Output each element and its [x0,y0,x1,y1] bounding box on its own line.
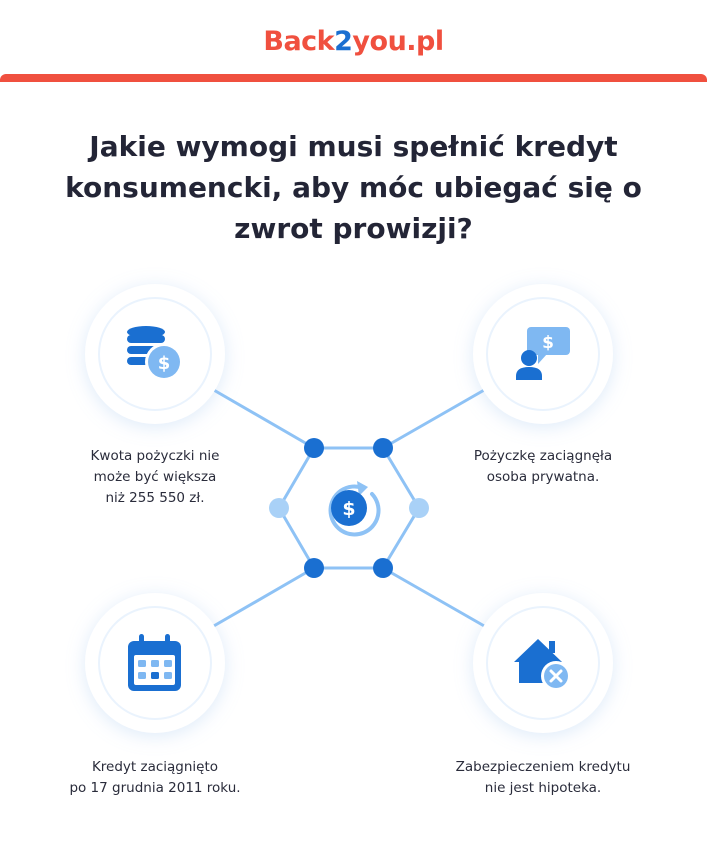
svg-text:$: $ [542,333,554,353]
connector-line-top-left [212,389,314,448]
logo-text-two: 2 [334,26,353,57]
hex-node-light [409,498,429,518]
logo-text-back: Back [263,26,335,57]
hex-node-dark [373,438,393,458]
page-title: Jakie wymogi musi spełnić kredyt konsumencki, aby móc ubiegać się o zwrot prowizji? [65,130,642,245]
hex-node-light [269,498,289,518]
svg-text:$: $ [157,353,171,374]
requirement-caption-no-mortgage: Zabezpieczeniem kredytu nie jest hipoteka. [455,759,631,796]
hex-node-dark [373,558,393,578]
hex-node-dark [304,558,324,578]
calendar-icon [128,634,181,691]
requirement-caption-date: Kredyt zaciągnięto po 17 grudnia 2011 roku. [69,759,241,796]
hex-node-dark [304,438,324,458]
dollar-refund-icon [331,481,379,534]
logo-text-you: you.pl [352,26,444,57]
connector-line-bottom-left [212,568,314,627]
connector-line-bottom-right [383,568,486,627]
requirement-caption-loan-amount: Kwota pożyczki nie może być większa niż 255 550 zł. [90,448,220,506]
requirement-caption-private-person: Pożyczkę zaciągnęła osoba prywatna. [473,448,613,485]
svg-text:$: $ [342,498,356,520]
connector-line-top-right [383,389,486,448]
